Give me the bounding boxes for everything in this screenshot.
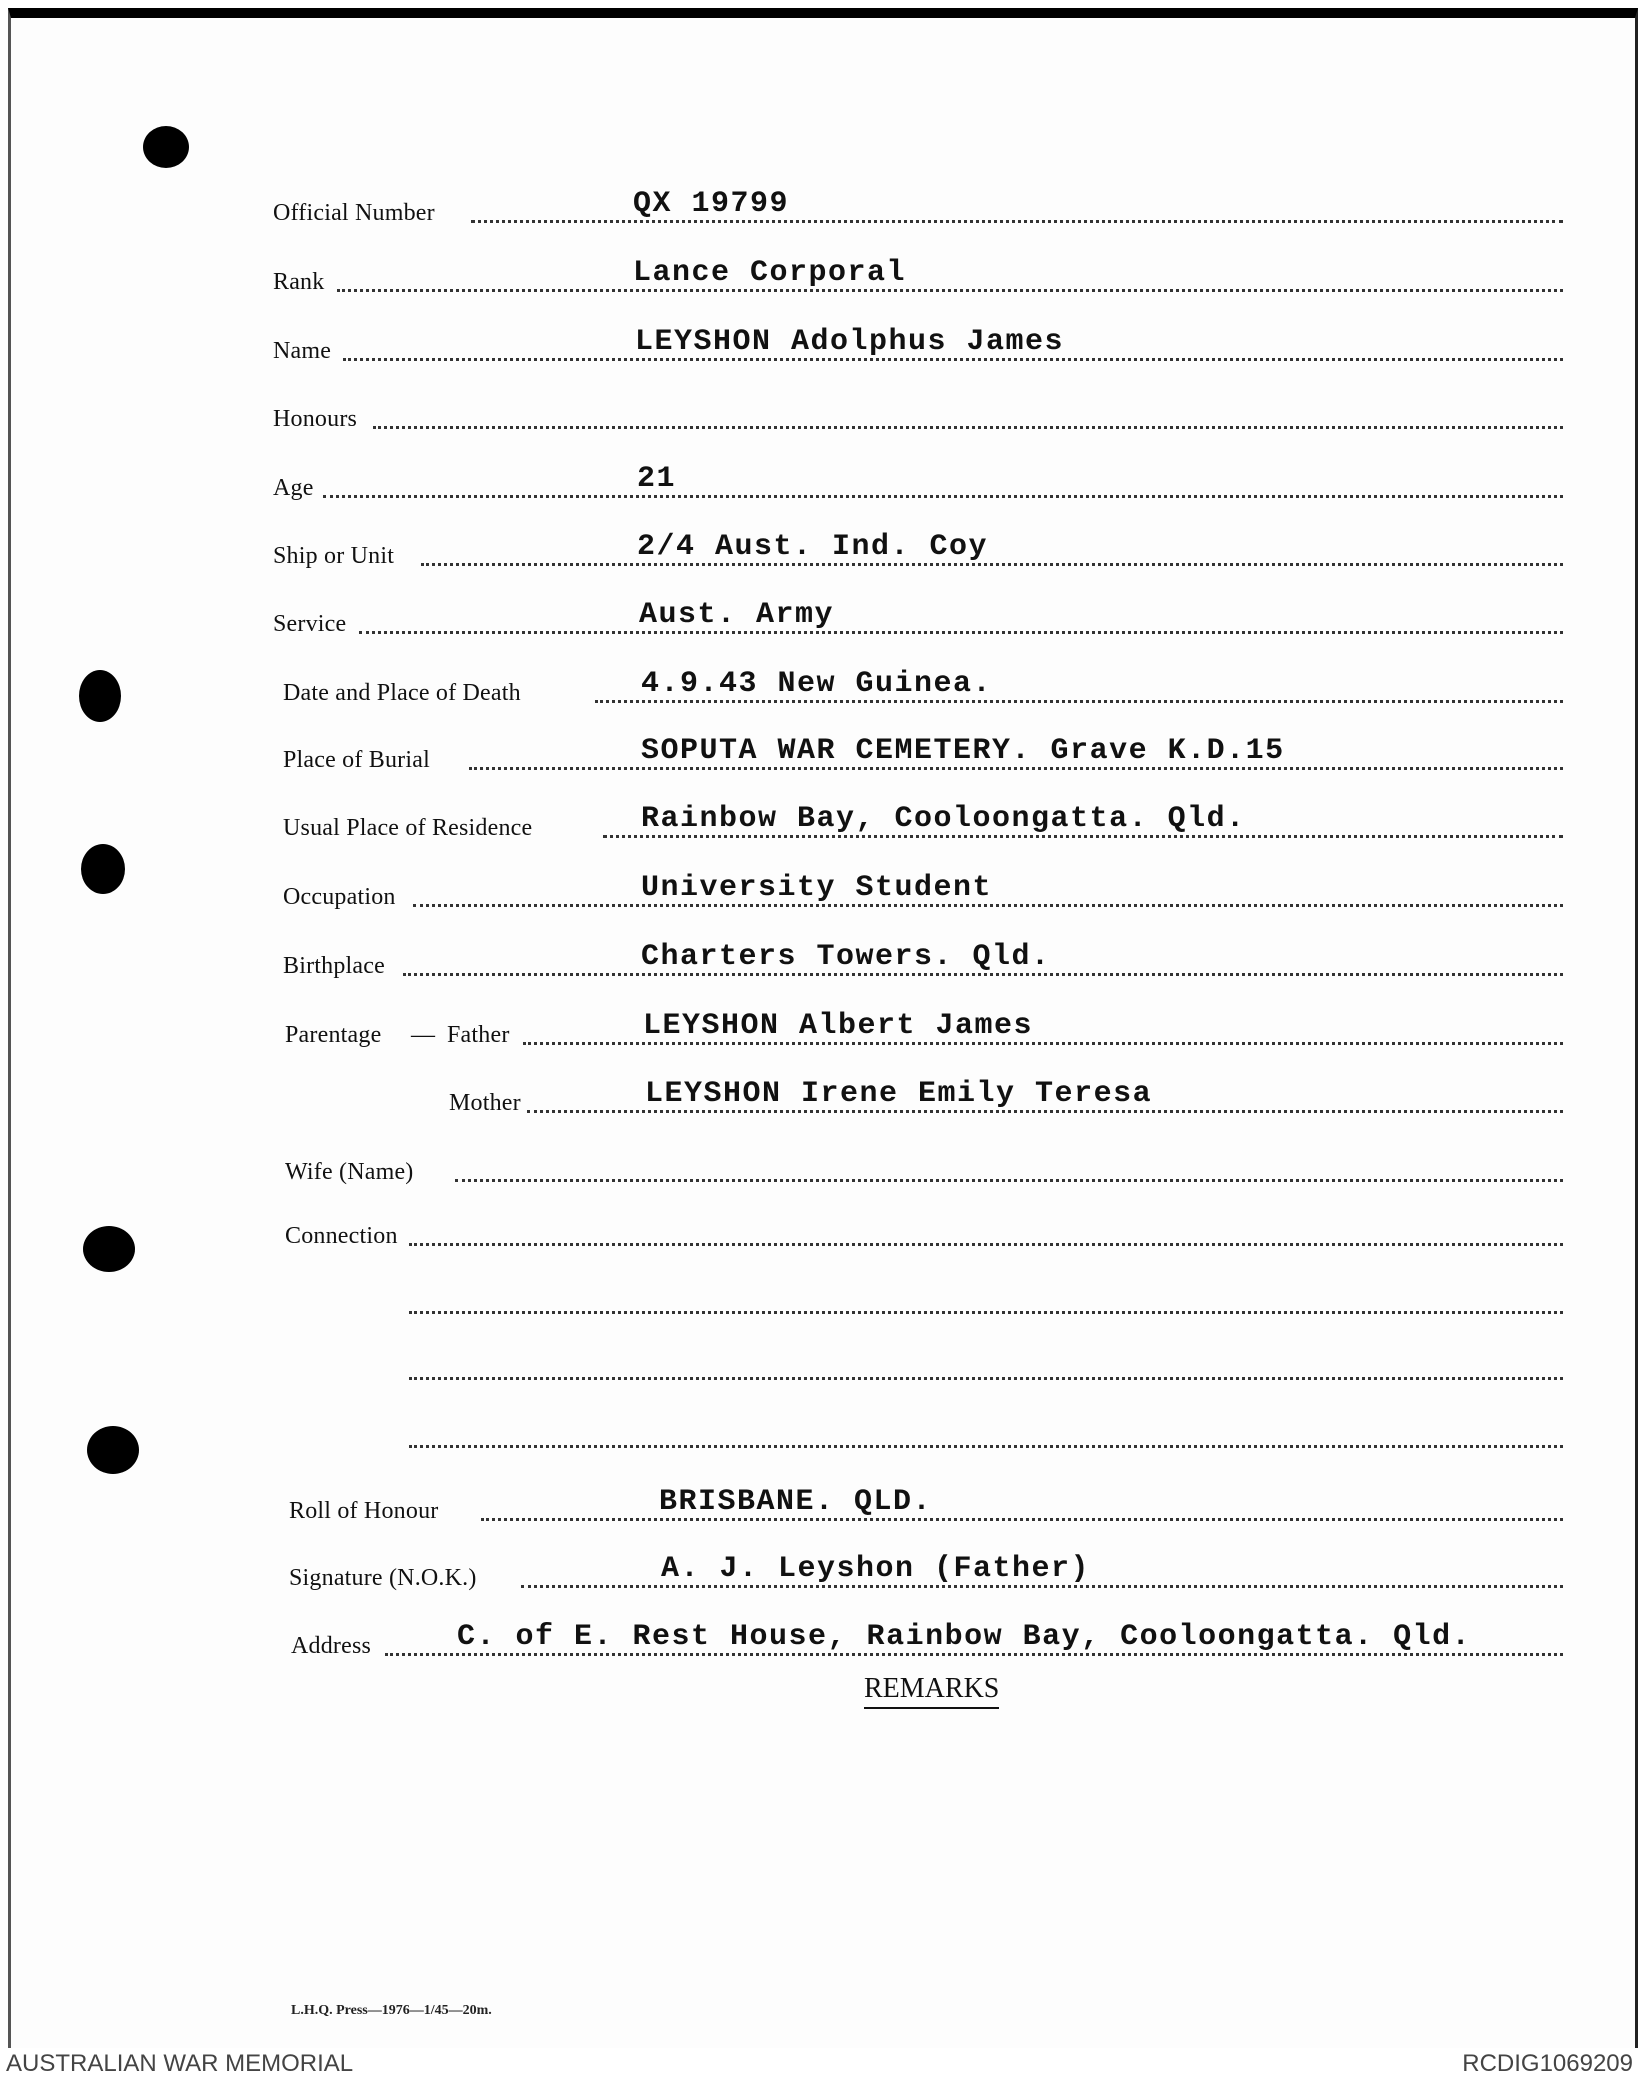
printer-imprint: L.H.Q. Press—1976—1/45—20m. <box>291 2003 492 2018</box>
burial-row <box>273 730 1563 774</box>
record-id: RCDIG1069209 <box>1462 2050 1633 2077</box>
punch-hole-icon <box>87 1426 139 1474</box>
dotted-line <box>409 1377 1563 1380</box>
honours-row <box>273 389 1563 433</box>
wife-label: Wife (Name) <box>285 1159 414 1185</box>
signature-label: Signature (N.O.K.) <box>289 1565 477 1591</box>
parentage-dash: — <box>411 1022 435 1048</box>
rank-row <box>273 252 1563 296</box>
birthplace-row <box>273 936 1563 980</box>
name-label: Name <box>273 338 332 364</box>
address-label: Address <box>291 1633 372 1659</box>
name-value: LEYSHON Adolphus James <box>635 325 1065 359</box>
signature-value: A. J. Leyshon (Father) <box>661 1552 1091 1586</box>
official-number-value: QX 19799 <box>633 187 790 221</box>
address-row <box>273 1616 1563 1660</box>
birthplace-value: Charters Towers. Qld. <box>641 940 1051 974</box>
dotted-line <box>409 1445 1563 1448</box>
honours-label: Honours <box>273 406 358 432</box>
punch-hole-icon <box>83 1226 135 1272</box>
blank-line-row <box>273 1274 1563 1318</box>
form-sheet <box>8 8 1638 2048</box>
father-label: Father <box>447 1022 510 1048</box>
service-label: Service <box>273 611 347 637</box>
name-row <box>273 321 1563 365</box>
burial-label: Place of Burial <box>283 747 430 773</box>
mother-row <box>273 1073 1563 1117</box>
parentage-label: Parentage <box>285 1022 382 1048</box>
death-label: Date and Place of Death <box>283 680 521 706</box>
dotted-line <box>409 1311 1563 1314</box>
punch-hole-icon <box>79 670 121 722</box>
punch-hole-icon <box>81 844 125 894</box>
dotted-line <box>481 1518 1563 1521</box>
father-value: LEYSHON Albert James <box>643 1009 1034 1043</box>
father-row <box>273 1005 1563 1049</box>
dotted-line <box>359 631 1563 634</box>
occupation-row <box>273 867 1563 911</box>
age-value: 21 <box>637 462 677 496</box>
official-number-row <box>273 183 1563 227</box>
blank-line-row <box>273 1408 1563 1452</box>
blank-line-row <box>273 1340 1563 1384</box>
residence-row <box>273 798 1563 842</box>
occupation-label: Occupation <box>283 884 396 910</box>
ship-unit-row <box>273 526 1563 570</box>
ship-unit-label: Ship or Unit <box>273 543 395 569</box>
rank-label: Rank <box>273 269 325 295</box>
dotted-line <box>373 426 1563 429</box>
death-row <box>273 663 1563 707</box>
residence-value: Rainbow Bay, Cooloongatta. Qld. <box>641 802 1246 836</box>
roll-of-honour-row <box>273 1481 1563 1525</box>
mother-value: LEYSHON Irene Emily Teresa <box>645 1077 1153 1111</box>
signature-row <box>273 1548 1563 1592</box>
dotted-line <box>337 289 1563 292</box>
age-row <box>273 458 1563 502</box>
dotted-line <box>455 1179 1563 1182</box>
dotted-line <box>421 563 1563 566</box>
service-value: Aust. Army <box>639 598 835 632</box>
roll-of-honour-label: Roll of Honour <box>289 1498 439 1524</box>
punch-hole-icon <box>143 126 189 168</box>
mother-label: Mother <box>449 1090 521 1116</box>
dotted-line <box>323 495 1563 498</box>
rank-value: Lance Corporal <box>633 256 907 290</box>
remarks-heading: REMARKS <box>864 1673 999 1709</box>
burial-value: SOPUTA WAR CEMETERY. Grave K.D.15 <box>641 734 1285 768</box>
address-value: C. of E. Rest House, Rainbow Bay, Cooloongatta. Qld. <box>457 1620 1472 1654</box>
age-label: Age <box>273 475 314 501</box>
ship-unit-value: 2/4 Aust. Ind. Coy <box>637 530 989 564</box>
death-value: 4.9.43 New Guinea. <box>641 667 993 701</box>
birthplace-label: Birthplace <box>283 953 385 979</box>
service-row <box>273 594 1563 638</box>
wife-row <box>273 1142 1563 1186</box>
residence-label: Usual Place of Residence <box>283 815 533 841</box>
archive-name: AUSTRALIAN WAR MEMORIAL <box>6 2050 354 2077</box>
connection-label: Connection <box>285 1223 398 1249</box>
dotted-line <box>409 1243 1563 1246</box>
connection-row <box>273 1206 1563 1250</box>
occupation-value: University Student <box>641 871 993 905</box>
official-number-label: Official Number <box>273 200 435 226</box>
roll-of-honour-value: BRISBANE. QLD. <box>659 1485 933 1519</box>
